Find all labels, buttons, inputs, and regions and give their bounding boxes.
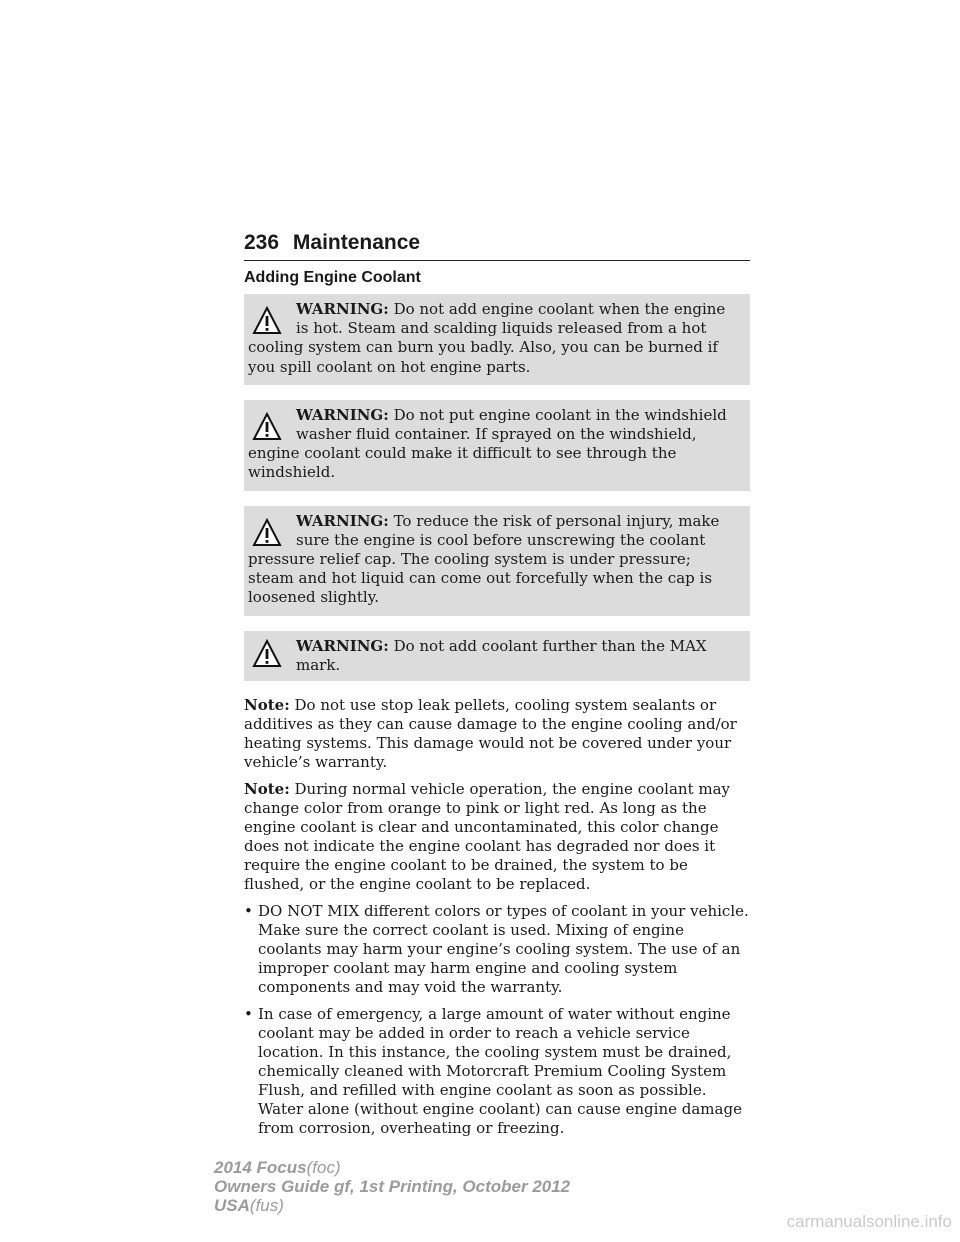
warning-box — [244, 506, 750, 616]
bullet-dot: • — [244, 902, 253, 921]
footer-line-2: Owners Guide gf, 1st Printing, October 2012 — [214, 1177, 571, 1196]
page-number: 236 — [244, 231, 280, 254]
note-paragraph — [244, 696, 750, 772]
warning-triangle-icon — [252, 412, 282, 442]
warning-label: WARNING: — [296, 636, 389, 655]
page-content — [244, 268, 750, 1146]
footer-model: 2014 Focus — [214, 1158, 307, 1177]
warning-text: Do not add engine coolant when the engine is hot. Steam and scalding liquids released from a hot cooling system can burn you badly. Also, you can be burned if you spill coolant on hot engine parts. — [248, 300, 726, 376]
bullet-item — [244, 1005, 750, 1138]
warning-text: Do not put engine coolant in the windshield washer fluid container. If sprayed on the windshield, engine coolant could make it difficult to see through the windshield. — [248, 405, 727, 482]
note-label: Note: — [244, 780, 290, 799]
warning-label: WARNING: — [296, 405, 389, 424]
section-title-header: Maintenance — [292, 231, 421, 254]
page-header — [244, 228, 750, 261]
page-footer — [214, 1158, 570, 1215]
note-text: During normal vehicle operation, the engine coolant may change color from orange to pink or light red. As long as the engine coolant is clear and uncontaminated, this color change does not indicate the engine coolant has degraded nor does it require the engine coolant to be drained, the system to be flushed, or the engine coolant to be replaced. — [244, 780, 730, 894]
warning-label: WARNING: — [296, 300, 389, 318]
warning-triangle-icon — [252, 518, 282, 548]
warning-label: WARNING: — [296, 511, 389, 530]
footer-line-1 — [214, 1158, 570, 1177]
footer-market: USA — [214, 1196, 250, 1215]
note-paragraph — [244, 780, 750, 894]
footer-market-code: (fus) — [249, 1196, 284, 1215]
footer-model-code: (foc) — [306, 1158, 341, 1177]
bullet-text: DO NOT MIX different colors or types of coolant in your vehicle. Make sure the correct coolant is used. Mixing of engine coolants may harm your engine’s cooling system. The use of an improper coolant may harm engine and cooling system components and may void the warranty. — [258, 902, 749, 997]
warning-box — [244, 294, 750, 385]
warning-triangle-icon — [252, 639, 282, 669]
watermark: carmanualsonline.info — [786, 1212, 952, 1231]
footer-line-3 — [214, 1196, 570, 1215]
warning-box — [244, 400, 750, 491]
warning-text: Do not add coolant further than the MAX mark. — [296, 636, 707, 674]
warning-box — [244, 631, 750, 681]
bullet-item — [244, 902, 750, 997]
bullet-text: In case of emergency, a large amount of water without engine coolant may be added in order to reach a vehicle service location. In this instance, the cooling system must be drained, chemically cleaned with Motorcraft Premium Cooling System Flush, and refilled with engine coolant as soon as possible. Water alone (without engine coolant) can cause engine damage from corrosion, overheating or freezing. — [258, 1005, 742, 1138]
section-heading: Adding Engine Coolant — [244, 269, 421, 286]
warning-triangle-icon — [252, 306, 282, 336]
note-text: Do not use stop leak pellets, cooling system sealants or additives as they can cause damage to the engine cooling and/or heating systems. This damage would not be covered under your vehicle’s warranty. — [244, 696, 737, 772]
warning-text: To reduce the risk of personal injury, make sure the engine is cool before unscrewing the coolant pressure relief cap. The cooling system is under pressure; steam and hot liquid can come out forcefully when the cap is loosened slightly. — [248, 511, 720, 607]
note-label: Note: — [244, 696, 290, 715]
bullet-dot: • — [244, 1005, 253, 1024]
